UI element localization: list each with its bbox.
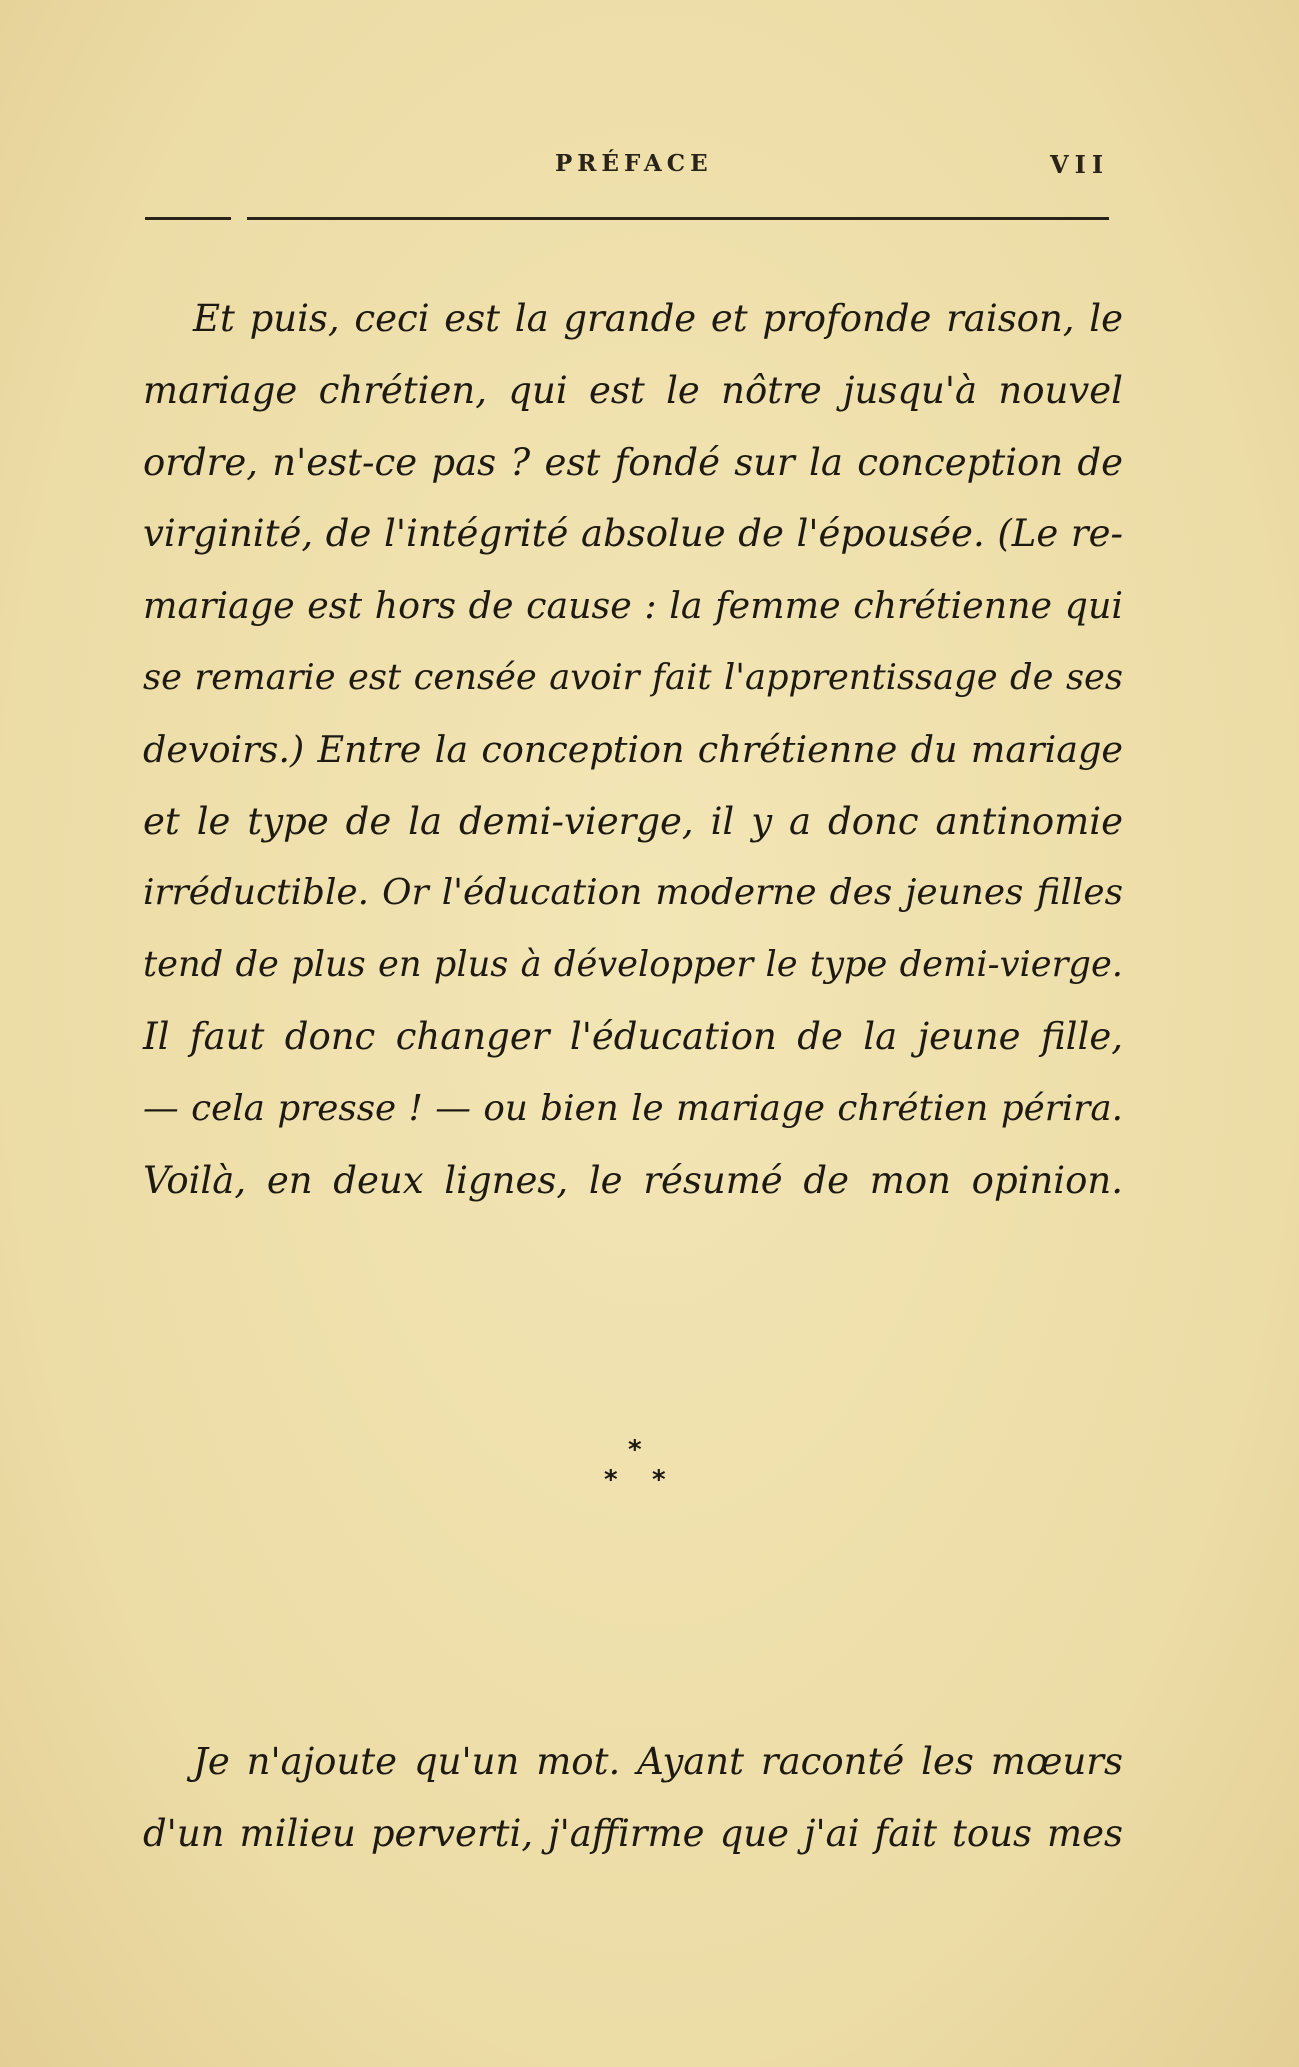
text-line: ordre, n'est-ce pas ? est fondé sur la conception de bbox=[143, 440, 1123, 484]
page-number: VII bbox=[1050, 150, 1110, 179]
text-line: mariage est hors de cause : la femme chrétienne qui bbox=[143, 584, 1123, 628]
asterism-star: * bbox=[604, 1465, 618, 1495]
text-line: d'un milieu perverti, j'affirme que j'ai fait tous mes bbox=[143, 1811, 1123, 1855]
text-line: Et puis, ceci est la grande et profonde raison, le bbox=[193, 297, 1123, 340]
asterism-star: * bbox=[628, 1435, 642, 1465]
text-line: Voilà, en deux lignes, le résumé de mon opinion. bbox=[143, 1158, 1123, 1202]
text-line: virginité, de l'intégrité absolue de l'épousée. (Le re- bbox=[143, 512, 1123, 556]
asterism bbox=[590, 1435, 690, 1505]
paragraph-1 bbox=[143, 283, 1123, 1216]
text-line: se remarie est censée avoir fait l'apprentissage de ses bbox=[143, 656, 1123, 698]
text-line: irréductible. Or l'éducation moderne des jeunes filles bbox=[143, 872, 1123, 914]
text-line: et le type de la demi-vierge, il y a donc antinomie bbox=[143, 799, 1123, 843]
text-line: devoirs.) Entre la conception chrétienne du mariage bbox=[143, 727, 1123, 771]
text-line: Il faut donc changer l'éducation de la jeune fille, bbox=[143, 1014, 1123, 1058]
header-rule-short bbox=[145, 217, 231, 220]
header-rule-long bbox=[247, 217, 1109, 220]
text-line: tend de plus en plus à développer le type demi-vierge. bbox=[143, 944, 1123, 986]
paragraph-2 bbox=[143, 1726, 1123, 1870]
text-line: — cela presse ! — ou bien le mariage chrétien périra. bbox=[143, 1087, 1123, 1129]
text-line: mariage chrétien, qui est le nôtre jusqu'à nouvel bbox=[143, 368, 1123, 412]
text-line: Je n'ajoute qu'un mot. Ayant raconté les mœurs bbox=[193, 1740, 1123, 1783]
asterism-star: * bbox=[652, 1465, 666, 1495]
running-title: PRÉFACE bbox=[555, 150, 713, 177]
